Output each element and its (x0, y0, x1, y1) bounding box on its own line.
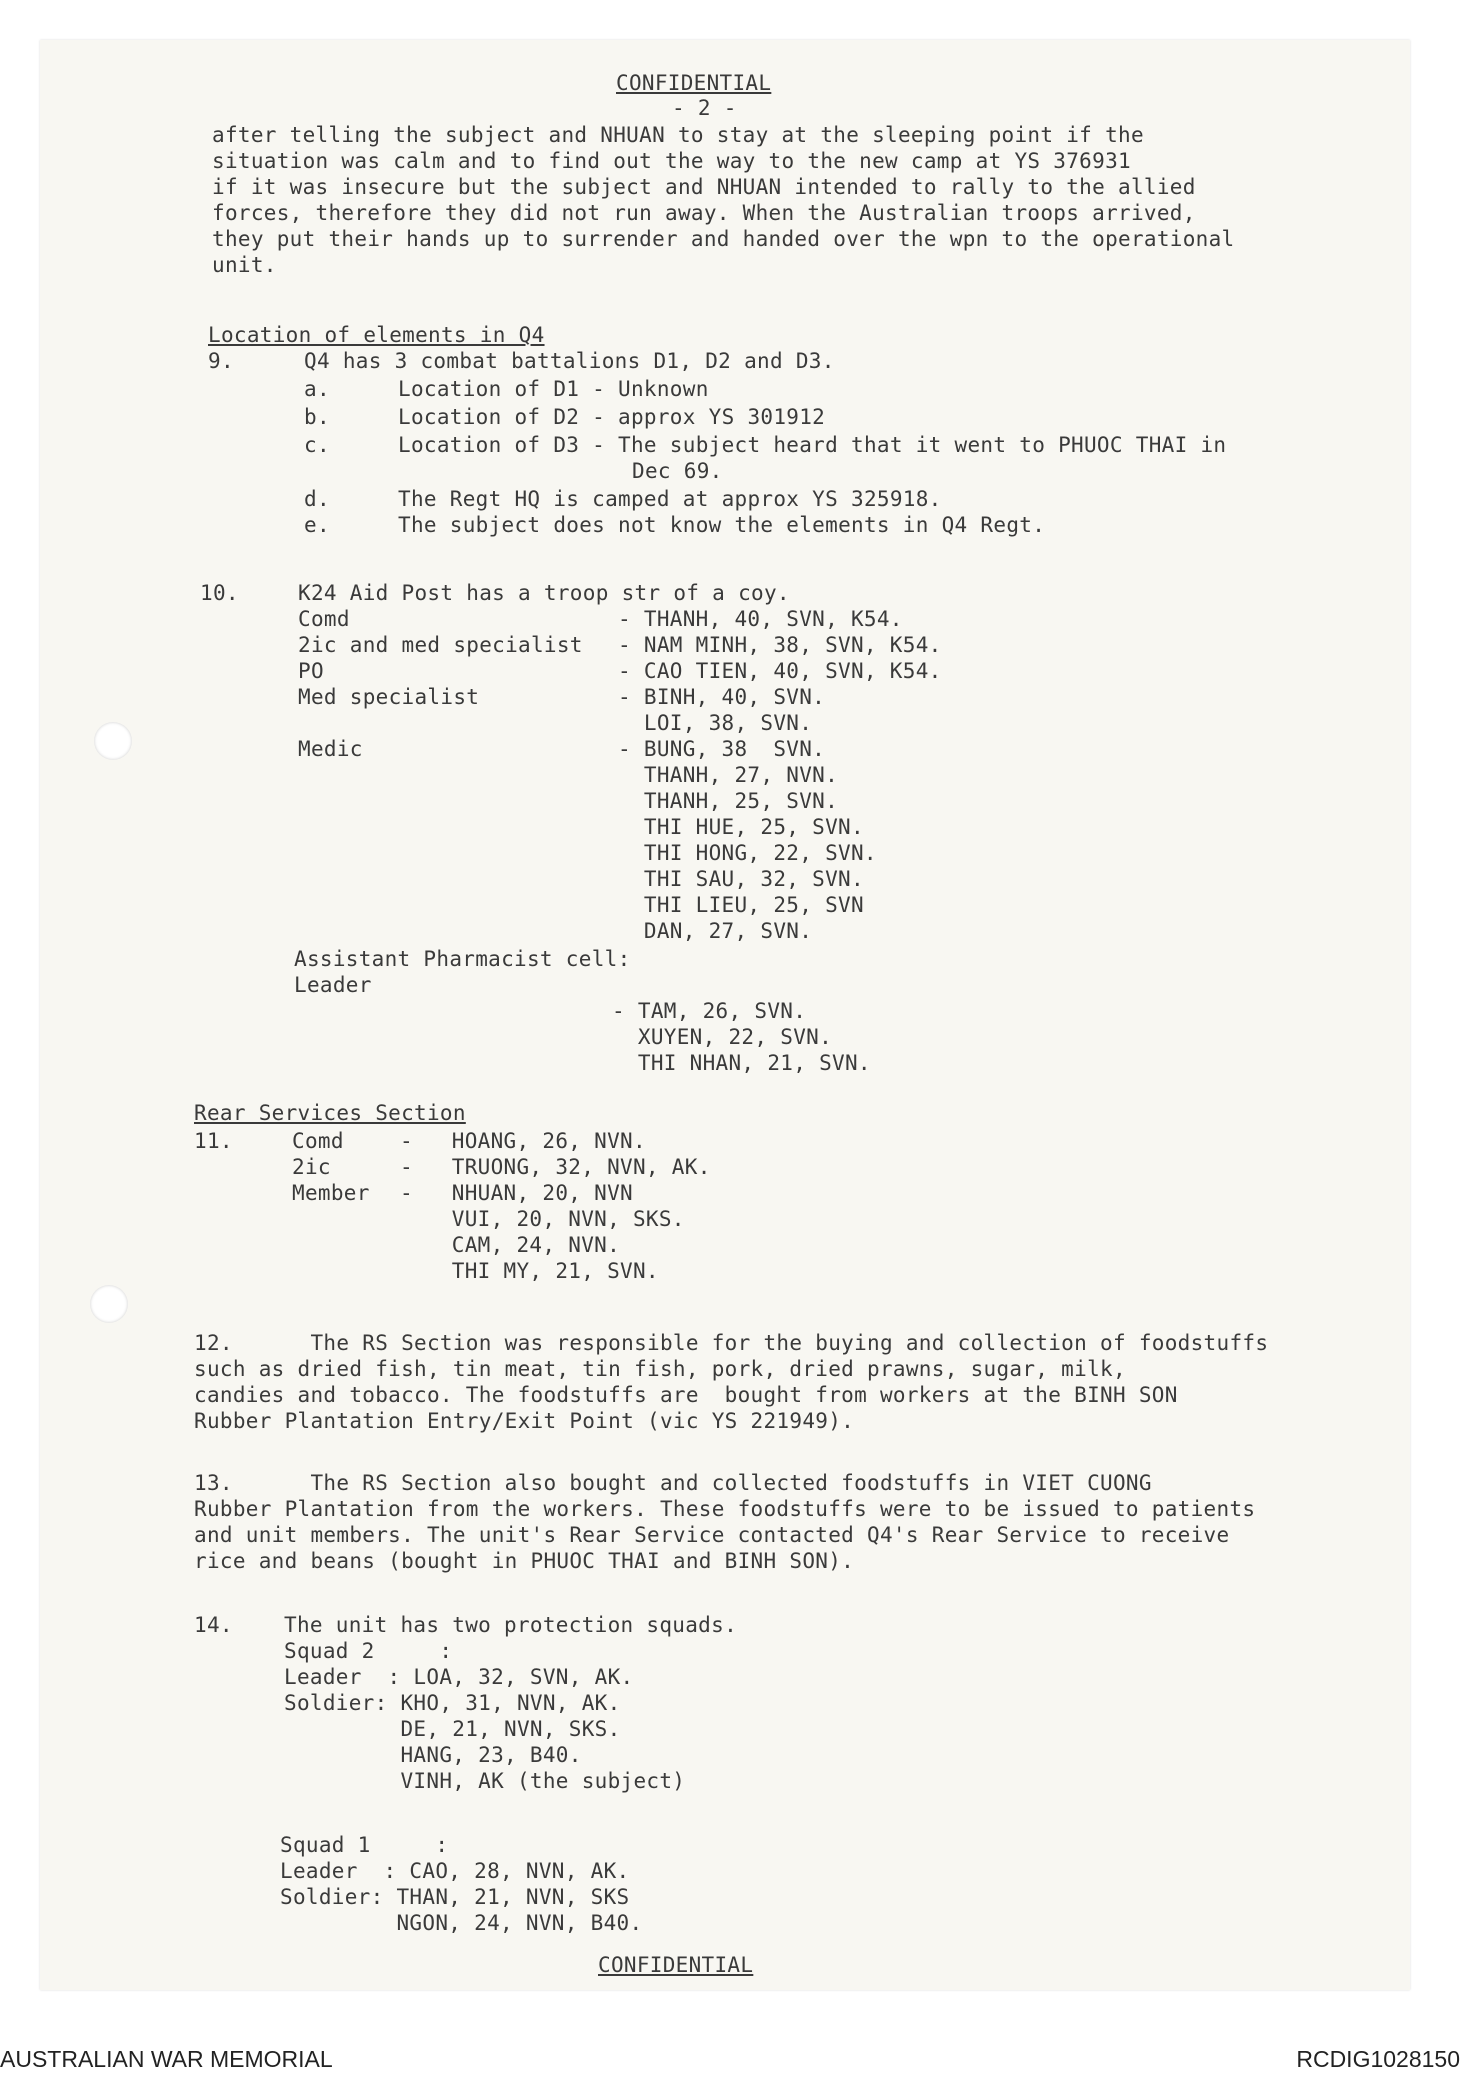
section-text: K24 Aid Post has a troop str of a coy. (298, 581, 790, 605)
role-label: Leader (294, 973, 372, 997)
item-text: Location of D3 - The subject heard that it went to PHUOC THAI in (398, 433, 1227, 457)
text-line: rice and beans (bought in PHUOC THAI and BINH SON). (194, 1549, 855, 1573)
text-line: they put their hands up to surrender and handed over the wpn to the operational (212, 227, 1235, 251)
entry-text: THANH, 27, NVN. (618, 763, 839, 787)
entry-text: THI NHAN, 21, SVN. (612, 1051, 871, 1075)
text-line: Rubber Plantation Entry/Exit Point (vic YS 221949). (194, 1409, 855, 1433)
entry-text: CAM, 24, NVN. (400, 1233, 621, 1257)
text-line: if it was insecure but the subject and NHUAN intended to rally to the allied (212, 175, 1196, 199)
document-page (40, 40, 1410, 1990)
punch-hole-top (94, 722, 132, 760)
text-line: unit. (212, 253, 277, 277)
text-line: after telling the subject and NHUAN to stay at the sleeping point if the (212, 123, 1144, 147)
squad-line: HANG, 23, B40. (284, 1743, 582, 1767)
text-line: forces, therefore they did not run away. When the Australian troops arrived, (212, 201, 1196, 225)
squad-line: Soldier: KHO, 31, NVN, AK. (284, 1691, 621, 1715)
item-text: Dec 69. (632, 459, 723, 483)
entry-text: THANH, 25, SVN. (618, 789, 839, 813)
role-label: Comd (292, 1129, 344, 1153)
role-label: Comd (298, 607, 350, 631)
text-line: such as dried fish, tin meat, tin fish, pork, dried prawns, sugar, milk, (194, 1357, 1126, 1381)
role-label: PO (298, 659, 324, 683)
item-text: The Regt HQ is camped at approx YS 325918. (398, 487, 942, 511)
entry-text: XUYEN, 22, SVN. (612, 1025, 833, 1049)
squad-line: Squad 1 : (280, 1833, 449, 1857)
role-label: Member (292, 1181, 370, 1205)
role-label: 2ic and med specialist (298, 633, 583, 657)
header-classification: CONFIDENTIAL (616, 71, 772, 95)
entry-text: DAN, 27, SVN. (618, 919, 813, 943)
entry-text: - BUNG, 38 SVN. (618, 737, 826, 761)
entry-text: THI LIEU, 25, SVN (618, 893, 864, 917)
entry-text: - NHUAN, 20, NVN (400, 1181, 633, 1205)
item-label: e. (304, 513, 330, 537)
section-text: The unit has two protection squads. (284, 1613, 738, 1637)
role-label: 2ic (292, 1155, 331, 1179)
section-number: 14. (194, 1613, 233, 1637)
squad-line: Leader : CAO, 28, NVN, AK. (280, 1859, 630, 1883)
item-label: b. (304, 405, 330, 429)
section-number: 9. (208, 349, 234, 373)
entry-text: - TAM, 26, SVN. (612, 999, 807, 1023)
text-line: Rubber Plantation from the workers. These foodstuffs were to be issued to patients (194, 1497, 1256, 1521)
entry-text: VUI, 20, NVN, SKS. (400, 1207, 685, 1231)
entry-text: - HOANG, 26, NVN. (400, 1129, 646, 1153)
text-line: and unit members. The unit's Rear Service contacted Q4's Rear Service to receive (194, 1523, 1230, 1547)
role-label: Med specialist (298, 685, 480, 709)
section-text: Q4 has 3 combat battalions D1, D2 and D3. (304, 349, 835, 373)
squad-line: Leader : LOA, 32, SVN, AK. (284, 1665, 634, 1689)
subsection-heading: Assistant Pharmacist cell: (294, 947, 631, 971)
archive-credit: AUSTRALIAN WAR MEMORIAL (0, 2046, 333, 2072)
section-number: 11. (194, 1129, 233, 1153)
entry-text: THI MY, 21, SVN. (400, 1259, 659, 1283)
entry-text: THI HONG, 22, SVN. (618, 841, 877, 865)
entry-text: THI SAU, 32, SVN. (618, 867, 864, 891)
squad-line: Soldier: THAN, 21, NVN, SKS (280, 1885, 630, 1909)
role-label: Medic (298, 737, 363, 761)
item-text: The subject does not know the elements in Q4 Regt. (398, 513, 1046, 537)
archive-reference: RCDIG1028150 (1296, 2046, 1460, 2072)
section-number: 10. (200, 581, 239, 605)
punch-hole-bottom (90, 1285, 128, 1323)
section-heading: Rear Services Section (194, 1101, 466, 1125)
item-text: Location of D2 - approx YS 301912 (398, 405, 826, 429)
entry-text: - TRUONG, 32, NVN, AK. (400, 1155, 711, 1179)
footer-classification: CONFIDENTIAL (598, 1953, 754, 1977)
section-heading: Location of elements in Q4 (208, 323, 545, 347)
text-line: 12. The RS Section was responsible for the buying and collection of foodstuffs (194, 1331, 1269, 1355)
entry-text: THI HUE, 25, SVN. (618, 815, 864, 839)
text-line: 13. The RS Section also bought and collected foodstuffs in VIET CUONG (194, 1471, 1152, 1495)
item-label: c. (304, 433, 330, 457)
item-label: a. (304, 377, 330, 401)
squad-line: Squad 2 : (284, 1639, 453, 1663)
item-text: Location of D1 - Unknown (398, 377, 709, 401)
entry-text: - CAO TIEN, 40, SVN, K54. (618, 659, 942, 683)
item-label: d. (304, 487, 330, 511)
entry-text: - NAM MINH, 38, SVN, K54. (618, 633, 942, 657)
entry-text: - THANH, 40, SVN, K54. (618, 607, 903, 631)
entry-text: - BINH, 40, SVN. (618, 685, 826, 709)
page-number: - 2 - (672, 96, 737, 120)
text-line: candies and tobacco. The foodstuffs are bought from workers at the BINH SON (194, 1383, 1178, 1407)
squad-line: VINH, AK (the subject) (284, 1769, 686, 1793)
squad-line: DE, 21, NVN, SKS. (284, 1717, 621, 1741)
text-line: situation was calm and to find out the way to the new camp at YS 376931 (212, 149, 1131, 173)
entry-text: LOI, 38, SVN. (618, 711, 813, 735)
squad-line: NGON, 24, NVN, B40. (280, 1911, 643, 1935)
